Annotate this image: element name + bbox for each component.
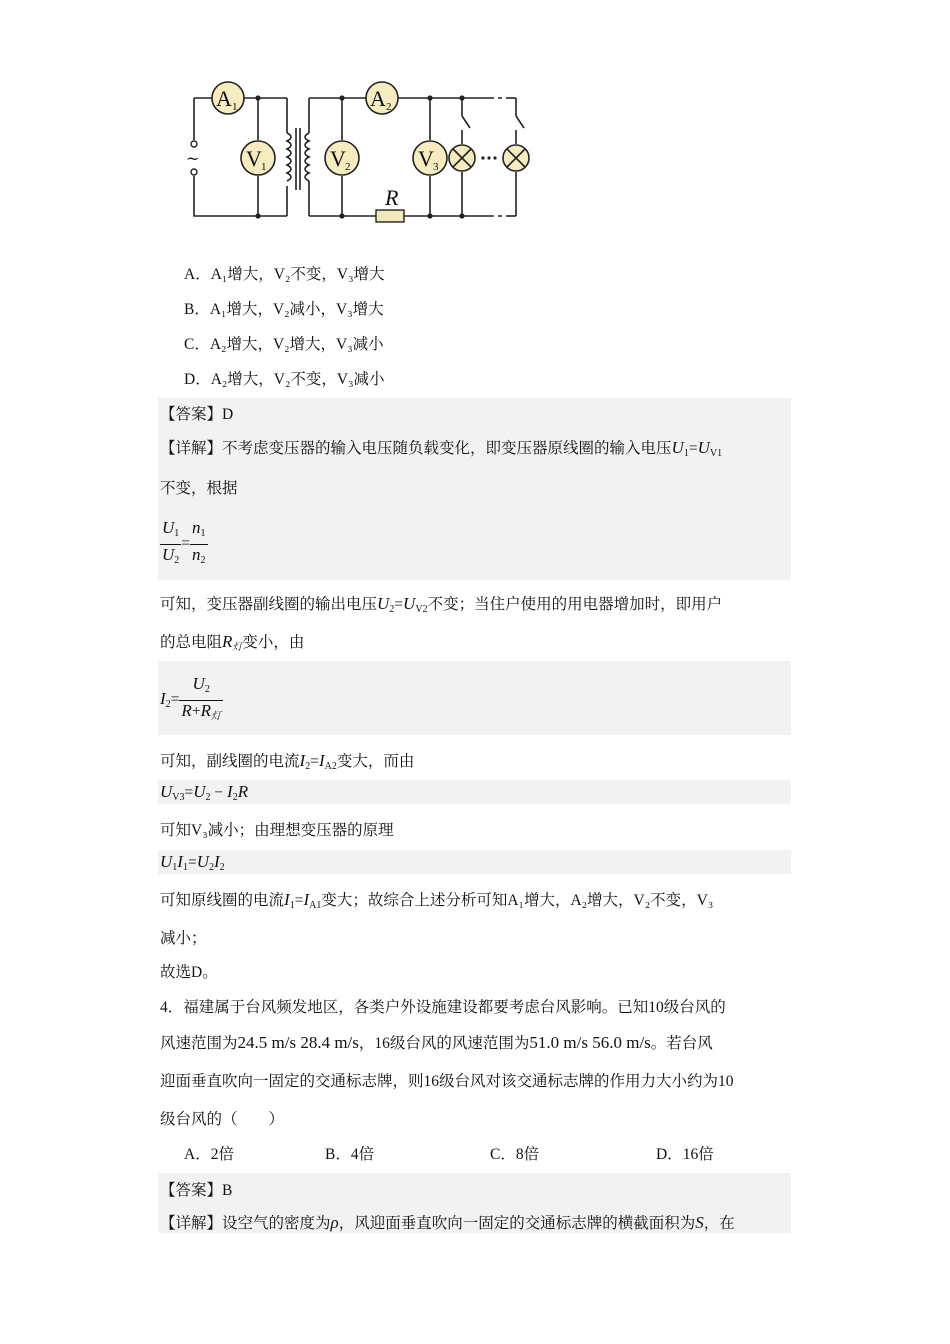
q3-detail-line1b: 不变，根据: [160, 480, 238, 497]
q3-option-d: D．A₂增大，V₂不变，V₃减小: [184, 371, 385, 388]
q4-stem-line1: 4．福建属于台风频发地区，各类户外设施建设都要考虑台风影响。已知10级台风的: [160, 999, 726, 1016]
q3-answer-block: [158, 398, 791, 580]
q4-stem-line4: 级台风的（ ）: [160, 1111, 285, 1128]
resistor-label: R: [385, 185, 399, 210]
q4-option-a: A．2倍: [184, 1146, 234, 1163]
formula-uv3: $U_{V3}=U_2 - I_2R$: [160, 782, 249, 803]
q3-detail-line3: 的总电阻$R_灯$变小，由: [160, 632, 305, 653]
formula-block-power: [158, 850, 791, 874]
voltmeter-v3: [413, 141, 447, 175]
q4-stem-line3: 迎面垂直吹向一固定的交通标志牌，则16级台风对该交通标志牌的作用力大小约为10: [160, 1073, 734, 1090]
voltmeter-v2: [325, 141, 359, 175]
lamp-icon: [503, 145, 529, 171]
svg-text:A: A: [370, 86, 386, 111]
q4-option-c: C．8倍: [490, 1146, 540, 1163]
svg-text:2: 2: [386, 101, 392, 113]
q3-detail-line1: 【详解】不考虑变压器的输入电压随负载变化，即变压器原线圈的输入电压$U_1=U_{V1}$: [160, 438, 723, 459]
resistor-r: [376, 210, 404, 222]
svg-text:V: V: [330, 146, 346, 171]
voltmeter-v1: [241, 141, 275, 175]
svg-text:2: 2: [345, 161, 351, 173]
q3-detail-line4: 可知，副线圈的电流$I_2=I_{A2}$变大，而由: [160, 751, 415, 772]
q3-option-a: A．A₁增大，V₂不变，V₃增大: [184, 266, 385, 283]
q4-option-b: B．4倍: [325, 1146, 375, 1163]
q3-detail-line5: 可知V₃减小；由理想变压器的原理: [160, 822, 394, 839]
ammeter-a1: [212, 82, 244, 114]
svg-text:1: 1: [261, 161, 267, 173]
formula-i2: $I_2=$ $\frac{U_2}{R+R_灯}$: [160, 674, 221, 722]
formula-block-uv3: [158, 780, 791, 804]
q4-stem-line2: 风速范围为24.5 m/s 28.4 m/s，16级台风的风速范围为51.0 m/s 56.0 m/s。若台风: [160, 1033, 713, 1052]
q3-option-b: B．A₁增大，V₂减小，V₃增大: [184, 301, 384, 318]
transformer-circuit-diagram: [180, 78, 540, 228]
q3-option-c: C．A₂增大，V₂增大，V₃减小: [184, 336, 384, 353]
q3-detail-line6: 可知原线圈的电流$I_1=I_{A1}$变大；故综合上述分析可知A₁增大，A₂增大，V₂不变，V₃: [160, 890, 714, 911]
svg-text:V: V: [418, 146, 434, 171]
ammeter-a2: [366, 82, 398, 114]
formula-power: $U_1I_1=U_2I_2$: [160, 852, 225, 873]
q3-detail-line7: 减小；: [160, 930, 207, 947]
svg-text:3: 3: [433, 161, 439, 173]
q4-detail-line1: 【详解】设空气的密度为ρ，风迎面垂直吹向一固定的交通标志牌的横截面积为S，在: [160, 1213, 735, 1232]
svg-text:V: V: [246, 146, 262, 171]
q3-detail-line8: 故选D。: [160, 964, 218, 981]
svg-text:A: A: [216, 86, 232, 111]
ac-source-symbol: ~: [186, 149, 200, 168]
formula-block-i2: [158, 661, 791, 735]
q4-option-d: D．16倍: [656, 1146, 714, 1163]
q3-answer: 【答案】D: [160, 406, 234, 423]
svg-text:1: 1: [232, 101, 238, 113]
lamp-icon: [449, 145, 475, 171]
q3-detail-line2: 可知，变压器副线圈的输出电压$U_2=U_{V2}$不变；当住户使用的用电器增加时，即用户: [160, 594, 723, 615]
formula-turns-ratio: $\frac{U_1}{U_2}$ = $\frac{n_1}{n_2}$: [162, 518, 206, 566]
q4-answer: 【答案】B: [160, 1182, 233, 1199]
